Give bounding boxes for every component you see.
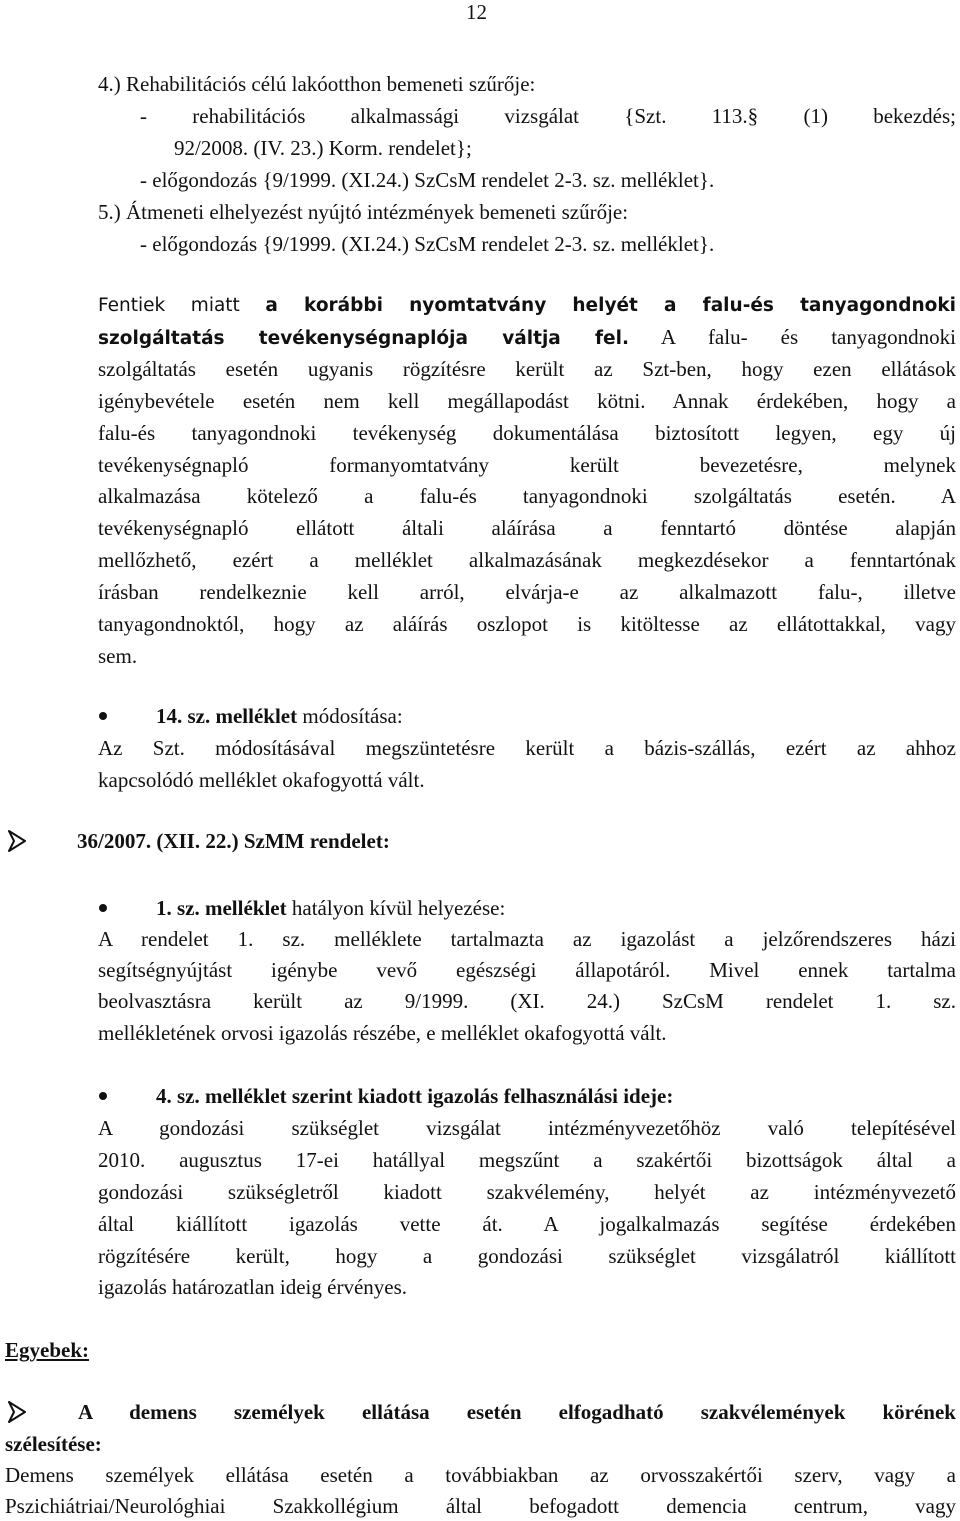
mell4-heading: 4. sz. melléklet szerint kiadott igazolás felhasználási ideje:	[156, 1084, 674, 1108]
egyebek-heading: Egyebek:	[5, 1338, 89, 1362]
mell14-line-1: Az Szt. módosításával megszüntetésre került a bázis-szállás, ezért az ahhoz	[98, 736, 956, 760]
atmeneti-item-1: - előgondozás {9/1999. (XI.24.) SzCsM rendelet 2-3. sz. melléklet}.	[140, 232, 715, 256]
mell1-line-2: segítségnyújtást igénybe vevő egészségi állapotáról. Mivel ennek tartalma	[98, 958, 956, 982]
fentiek-line-2: szolgáltatás tevékenységnaplója váltja fel. A falu- és tanyagondnoki	[98, 325, 957, 349]
fentiek-line-8: tevékenységnapló ellátott általi aláírása a fenntartó döntése alapján	[98, 516, 956, 540]
rehab-item-1-cont: 92/2008. (IV. 23.) Korm. rendelet};	[174, 136, 472, 160]
fentiek-line-6: tevékenységnapló formanyomtatvány került bevezetésre, melynek	[98, 453, 956, 477]
demens-line-2: Pszichiátriai/Neurológhiai Szakkollégium által befogadott demencia centrum, vagy	[5, 1494, 956, 1518]
rehab-item-1: - rehabilitációs alkalmassági vizsgálat {Szt. 113.§ (1) bekezdés;	[140, 104, 956, 128]
fentiek-line-4: igénybevétele esetén nem kell megállapodást kötni. Annak érdekében, hogy a	[98, 389, 956, 413]
demens-line-1: Demens személyek ellátása esetén a továbbiakban az orvosszakértői szerv, vagy a	[5, 1463, 956, 1487]
mell1-line-1: A rendelet 1. sz. melléklete tartalmazta az igazolást a jelzőrendszeres házi	[98, 927, 956, 951]
arrowhead-bullet-icon	[8, 1401, 26, 1423]
fentiek-line-3: szolgáltatás esetén ugyanis rögzítésre került az Szt-ben, hogy ezen ellátások	[98, 357, 956, 381]
fentiek-line-1: Fentiek miatt a korábbi nyomtatvány helyét a falu-és tanyagondnoki	[98, 295, 956, 316]
fentiek-line-12: sem.	[98, 644, 138, 668]
fentiek-line-9: mellőzhető, ezért a melléklet alkalmazásának megkezdésekor a fenntartónak	[98, 548, 956, 572]
atmeneti-heading: 5.) Átmeneti elhelyezést nyújtó intézmények bemeneti szűrője:	[98, 200, 629, 224]
demens-heading-1: A demens személyek ellátása esetén elfogadható szakvélemények körének	[78, 1400, 956, 1424]
szmm-heading: 36/2007. (XII. 22.) SzMM rendelet:	[77, 829, 390, 853]
bullet-icon	[99, 712, 107, 720]
page-number: 12	[466, 0, 487, 24]
rehab-heading: 4.) Rehabilitációs célú lakóotthon bemeneti szűrője:	[98, 72, 536, 96]
mell4-line-2: 2010. augusztus 17-ei hatállyal megszűnt a szakértői bizottságok által a	[98, 1148, 956, 1172]
fentiek-line-7: alkalmazása kötelező a falu-és tanyagondnoki szolgáltatás esetén. A	[98, 484, 956, 508]
fentiek-line-11: tanyagondnoktól, hogy az aláírás oszlopot is kitöltesse az ellátottakkal, vagy	[98, 612, 956, 636]
mell14-line-2: kapcsolódó melléklet okafogyottá vált.	[98, 768, 425, 792]
mell4-line-3: gondozási szükségletről kiadott szakvélemény, helyét az intézményvezető	[98, 1180, 956, 1204]
mell1-line-4: mellékletének orvosi igazolás részébe, e melléklet okafogyottá vált.	[98, 1021, 667, 1045]
mell4-line-6: igazolás határozatlan ideig érvényes.	[98, 1275, 408, 1299]
mell14-heading: 14. sz. melléklet módosítása:	[156, 704, 403, 728]
mell4-line-5: rögzítésére került, hogy a gondozási szükséglet vizsgálatról kiállított	[98, 1244, 956, 1268]
bullet-icon	[99, 1092, 107, 1100]
fentiek-line-10: írásban rendelkeznie kell arról, elvárja-e az alkalmazott falu-, illetve	[98, 580, 956, 604]
rehab-item-2: - előgondozás {9/1999. (XI.24.) SzCsM rendelet 2-3. sz. melléklet}.	[140, 168, 715, 192]
mell1-line-3: beolvasztásra került az 9/1999. (XI. 24.) SzCsM rendelet 1. sz.	[98, 989, 956, 1013]
bullet-icon	[99, 904, 107, 912]
mell1-heading: 1. sz. melléklet hatályon kívül helyezése:	[156, 896, 506, 920]
fentiek-line-5: falu-és tanyagondnoki tevékenység dokumentálása biztosított legyen, egy új	[98, 421, 956, 445]
mell4-line-4: által kiállított igazolás vette át. A jogalkalmazás segítése érdekében	[98, 1212, 956, 1236]
mell4-line-1: A gondozási szükséglet vizsgálat intézményvezetőhöz való telepítésével	[98, 1116, 956, 1140]
demens-heading-2: szélesítése:	[5, 1432, 102, 1456]
arrowhead-bullet-icon	[8, 830, 26, 852]
